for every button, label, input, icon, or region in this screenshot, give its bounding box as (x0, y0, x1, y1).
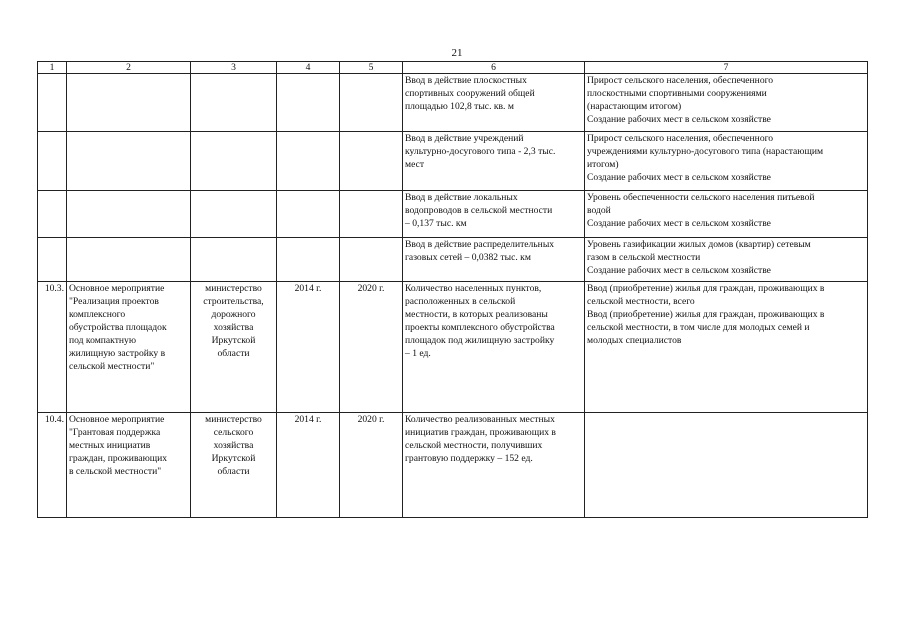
result: Ввод (приобретение) жилья для граждан, проживающих в сельской местности, всего Ввод (приобретение) жилья для граждан, проживающих в сельской местности, в том числе для молодых семей и молодых специалистов (585, 282, 868, 413)
row-number (38, 74, 67, 132)
result: Прирост сельского населения, обеспеченного плоскостными спортивными сооружениями (нарастающим итогом) Создание рабочих мест в сельском хозяйстве (585, 74, 868, 132)
table-row (38, 132, 868, 191)
row-number (38, 191, 67, 238)
table-row (38, 191, 868, 238)
measure-name: Основное мероприятие "Реализация проектов комплексного обустройства площадок под компактную жилищную застройку в сельской местности" (67, 282, 191, 413)
end-year (340, 191, 403, 238)
start-year: 2014 г. (277, 282, 340, 413)
indicator: Количество реализованных местных инициатив граждан, проживающих в сельской местности, получивших грантовую поддержку – 152 ед. (403, 413, 585, 518)
row-number (38, 132, 67, 191)
indicator: Количество населенных пунктов, расположенных в сельской местности, в которых реализованы проекты комплексного обустройства площадок под жилищную застройку – 1 ед. (403, 282, 585, 413)
column-header: 2 (67, 62, 191, 74)
table-row (38, 413, 868, 518)
table-row (38, 238, 868, 282)
end-year (340, 238, 403, 282)
executor (191, 238, 277, 282)
measure-name (67, 74, 191, 132)
row-number: 10.3. (38, 282, 67, 413)
executor (191, 191, 277, 238)
start-year (277, 132, 340, 191)
indicator: Ввод в действие плоскостных спортивных сооружений общей площадью 102,8 тыс. кв. м (403, 74, 585, 132)
program-table (37, 61, 868, 518)
indicator: Ввод в действие распределительных газовых сетей – 0,0382 тыс. км (403, 238, 585, 282)
executor: министерство сельского хозяйства Иркутской области (191, 413, 277, 518)
start-year (277, 191, 340, 238)
column-header: 1 (38, 62, 67, 74)
column-header: 7 (585, 62, 868, 74)
column-header: 6 (403, 62, 585, 74)
result (585, 413, 868, 518)
page-number: 21 (451, 47, 463, 59)
end-year (340, 132, 403, 191)
result: Уровень обеспеченности сельского населения питьевой водой Создание рабочих мест в сельском хозяйстве (585, 191, 868, 238)
indicator: Ввод в действие учреждений культурно-досугового типа - 2,3 тыс. мест (403, 132, 585, 191)
executor: министерство строительства, дорожного хозяйства Иркутской области (191, 282, 277, 413)
start-year (277, 238, 340, 282)
end-year: 2020 г. (340, 413, 403, 518)
result: Уровень газификации жилых домов (квартир) сетевым газом в сельской местности Создание рабочих мест в сельском хозяйстве (585, 238, 868, 282)
header-row (38, 62, 868, 74)
column-header: 3 (191, 62, 277, 74)
result: Прирост сельского населения, обеспеченного учреждениями культурно-досугового типа (нарастающим итогом) Создание рабочих мест в сельском хозяйстве (585, 132, 868, 191)
start-year (277, 74, 340, 132)
column-header: 5 (340, 62, 403, 74)
measure-name: Основное мероприятие "Грантовая поддержка местных инициатив граждан, проживающих в сельской местности" (67, 413, 191, 518)
row-number (38, 238, 67, 282)
row-number: 10.4. (38, 413, 67, 518)
measure-name (67, 238, 191, 282)
indicator: Ввод в действие локальных водопроводов в сельской местности – 0,137 тыс. км (403, 191, 585, 238)
end-year: 2020 г. (340, 282, 403, 413)
measure-name (67, 191, 191, 238)
table-row (38, 282, 868, 413)
column-header: 4 (277, 62, 340, 74)
end-year (340, 74, 403, 132)
start-year: 2014 г. (277, 413, 340, 518)
executor (191, 74, 277, 132)
table-row (38, 74, 868, 132)
measure-name (67, 132, 191, 191)
executor (191, 132, 277, 191)
